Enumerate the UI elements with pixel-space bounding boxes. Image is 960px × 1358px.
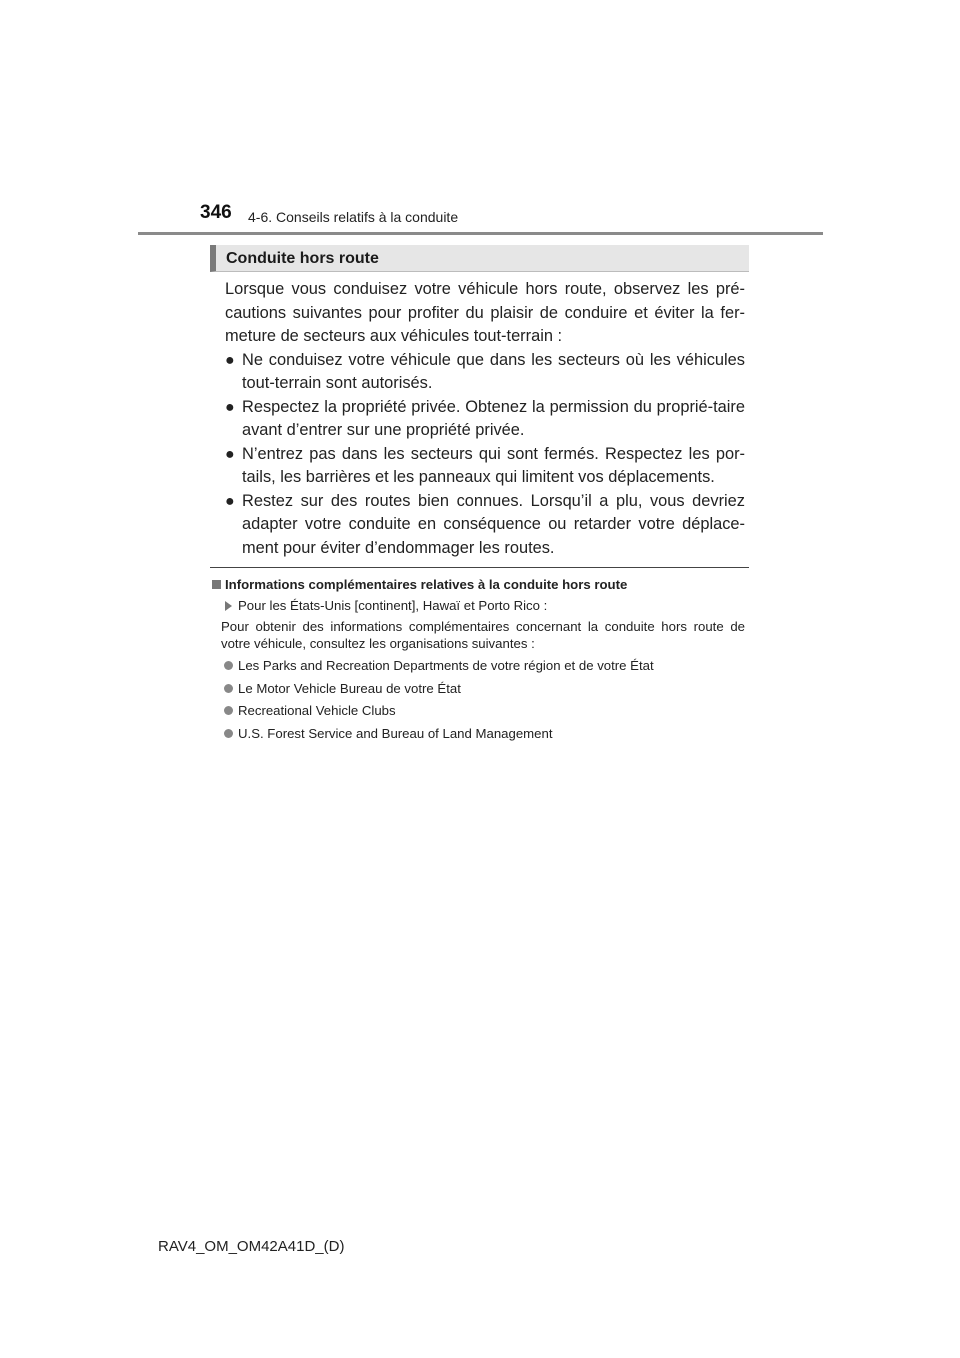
section-divider (210, 567, 749, 568)
bullet-item (225, 396, 745, 443)
bullet-item (225, 443, 745, 490)
bullet-item (225, 349, 745, 396)
bullet-icon: ● (225, 351, 235, 369)
bullet-icon: ● (225, 445, 235, 463)
bullet-icon: ● (225, 398, 235, 416)
section-title-bar (210, 245, 749, 272)
info-paragraph: Pour obtenir des informations complémentaires concernant la conduite hors route de votre véhicule, consultez les organisations suivantes : (221, 619, 745, 651)
info-heading-text: Informations complémentaires relatives à la conduite hors route (225, 577, 628, 592)
list-item-text: U.S. Forest Service and Bureau of Land Management (238, 725, 553, 741)
main-content (225, 278, 745, 560)
circle-bullet-icon (224, 706, 233, 715)
triangle-arrow-icon (225, 601, 232, 611)
bullet-text: Respectez la propriété privée. Obtenez la permission du proprié-taire avant d’entrer sur une propriété privée. (242, 397, 745, 439)
info-subheading (212, 598, 745, 615)
bullet-text: Ne conduisez votre véhicule que dans les secteurs où les véhicules tout-terrain sont autorisés. (242, 350, 745, 392)
section-label: 4-6. Conseils relatifs à la conduite (248, 209, 459, 225)
info-heading (212, 577, 745, 594)
bullet-item (225, 490, 745, 561)
bullet-icon: ● (225, 492, 235, 510)
list-item (212, 726, 745, 743)
list-item-text: Le Motor Vehicle Bureau de votre État (238, 680, 461, 696)
square-bullet-icon (212, 580, 221, 589)
circle-bullet-icon (224, 661, 233, 670)
bullet-text: N’entrez pas dans les secteurs qui sont fermés. Respectez les por-tails, les barrières et les panneaux qui limitent vos déplacements. (242, 444, 745, 486)
circle-bullet-icon (224, 729, 233, 738)
list-item (212, 658, 745, 675)
circle-bullet-icon (224, 684, 233, 693)
page-number: 346 (200, 202, 232, 223)
list-item-text: Les Parks and Recreation Departments de votre région et de votre État (238, 658, 654, 673)
header-divider (138, 232, 823, 235)
intro-paragraph: Lorsque vous conduisez votre véhicule hors route, observez les pré-cautions suivantes pour profiter du plaisir de conduire et éviter la fer-meture de secteurs aux véhicules tout-terrain : (225, 280, 745, 345)
info-block (212, 577, 745, 742)
document-id: RAV4_OM_OM42A41D_(D) (158, 1238, 345, 1255)
info-subheading-text: Pour les États-Unis [continent], Hawaï et Porto Rico : (238, 597, 548, 613)
list-item (212, 681, 745, 698)
list-item-text: Recreational Vehicle Clubs (238, 703, 396, 718)
bullet-text: Restez sur des routes bien connues. Lorsqu’il a plu, vous devriez adapter votre conduite en conséquence ou retarder votre déplace-ment pour éviter d’endommager les routes. (242, 491, 745, 557)
list-item (212, 703, 745, 720)
section-title: Conduite hors route (226, 250, 379, 267)
